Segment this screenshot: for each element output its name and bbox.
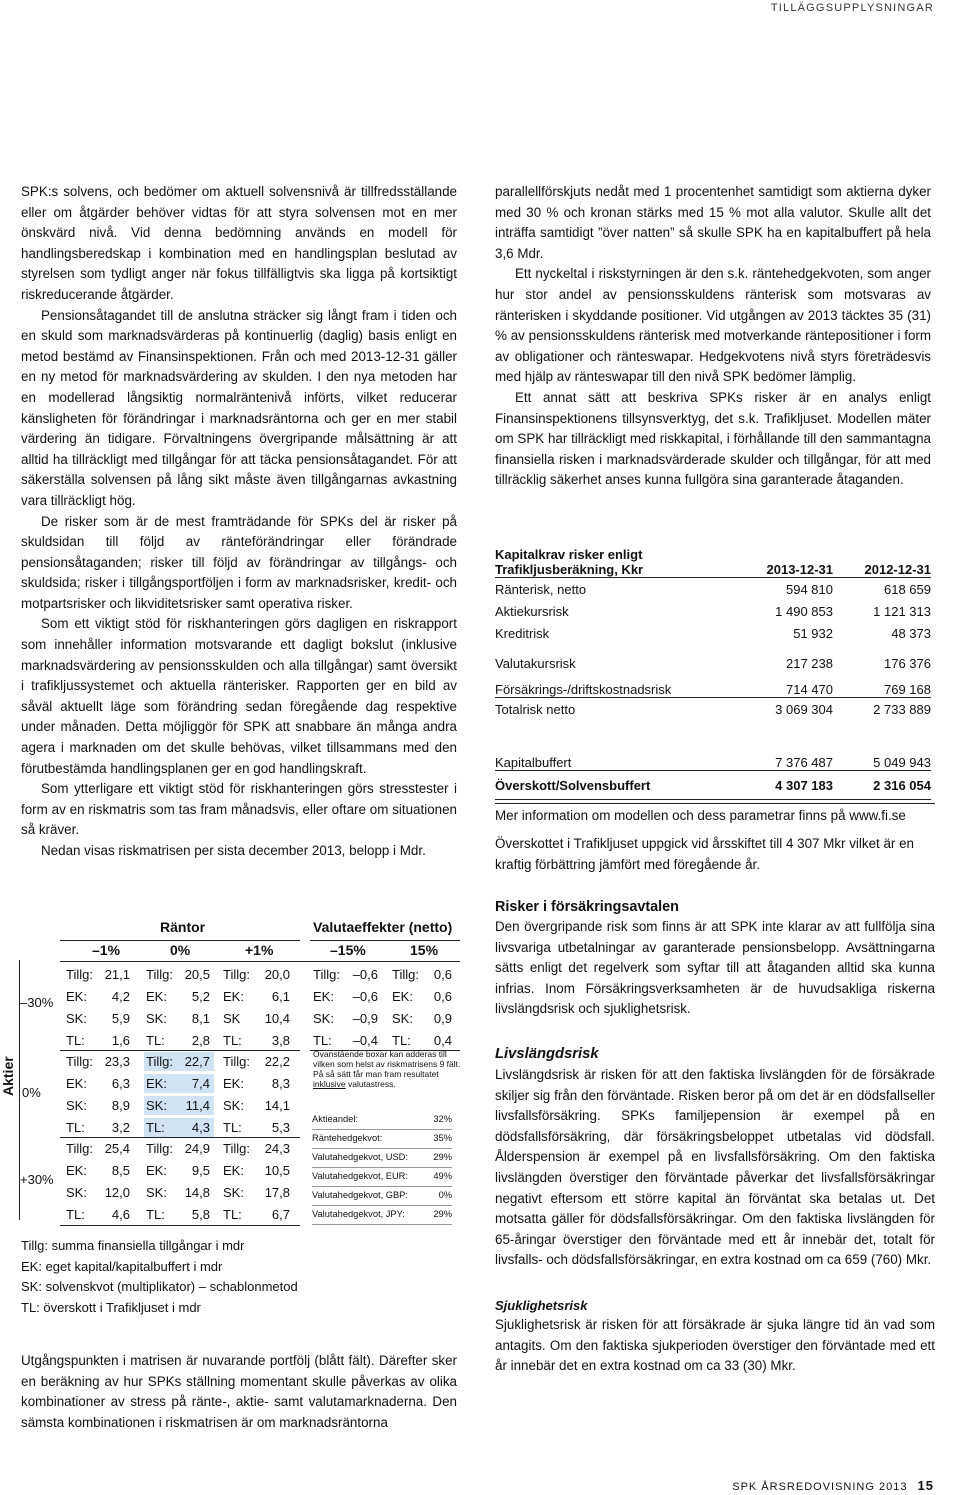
matrix-cell-value: 25,4 bbox=[104, 1141, 130, 1156]
matrix-cell-value: 8,9 bbox=[111, 1098, 130, 1113]
table-note: Överskottet i Trafikljuset uppgick vid årsskiftet till 4 307 Mkr vilket är en kraftig förbättring jämfört med föregående år. bbox=[495, 836, 914, 872]
matrix-cell-value: 11,4 bbox=[185, 1098, 210, 1113]
matrix-cell-value: 8,1 bbox=[191, 1011, 210, 1026]
fx-cell-value: –0,6 bbox=[352, 967, 378, 982]
fx-cell-value: 0,4 bbox=[433, 1033, 452, 1048]
ratio-value: 29% bbox=[433, 1152, 452, 1162]
table-title: Kapitalkrav risker enligt Trafikljusberäkning, Kkr bbox=[495, 541, 735, 578]
matrix-cell-label: TL: bbox=[146, 1120, 165, 1135]
paragraph: parallellförskjuts nedåt med 1 procentenhet samtidigt som aktierna dyker med 30 % och kronan stärks med 15 % mot alla valutor. Skulle allt det inträffa samtidigt ”över natten” så skulle SPK ha en kapitalbuffert på hela 3,6 Mdr. bbox=[495, 184, 931, 261]
longevity-section bbox=[495, 1046, 935, 1271]
matrix-cell-value: 10,4 bbox=[264, 1011, 290, 1026]
table-row: Aktiekursrisk 1 490 853 1 121 313 bbox=[495, 603, 931, 619]
fx-cell-label: SK: bbox=[313, 1011, 334, 1026]
ratio-value: 32% bbox=[433, 1114, 452, 1124]
table-note: Mer information om modellen och dess parametrar finns på www.fi.se bbox=[495, 803, 935, 827]
matrix-cell-label: EK: bbox=[146, 1163, 167, 1178]
matrix-cell-label: EK: bbox=[146, 989, 167, 1004]
matrix-cell-value: 24,3 bbox=[264, 1141, 290, 1156]
footer bbox=[732, 1478, 934, 1493]
row-label: –30% bbox=[20, 995, 54, 1010]
table-row: Totalrisk netto 3 069 304 2 733 889 bbox=[495, 701, 931, 717]
matrix-cell-label: EK: bbox=[223, 1076, 244, 1091]
fx-cell-label: TL: bbox=[313, 1033, 332, 1048]
subsection-heading: Sjuklighetsrisk bbox=[495, 1298, 588, 1313]
ratio-row bbox=[312, 1148, 452, 1168]
divider bbox=[60, 1050, 300, 1051]
box-note: Ovanstående boxar kan adderas till vilken som helst av riskmatrisens 9 fält. På så sätt får man fram resultatet inklusive valutastress. bbox=[313, 1049, 461, 1089]
section-header: TILLÄGGSUPPLYSNINGAR bbox=[770, 2, 934, 14]
row-label: 0% bbox=[22, 1085, 41, 1100]
insurance-section bbox=[495, 899, 935, 1020]
divider bbox=[60, 1225, 300, 1226]
matrix-cell-label: EK: bbox=[223, 1163, 244, 1178]
column-header-2013: 2013-12-31 bbox=[735, 541, 833, 578]
ratio-label: Valutahedgekvot, EUR: bbox=[312, 1171, 408, 1181]
matrix-cell-value: 3,2 bbox=[111, 1120, 130, 1135]
matrix-cell-value: 5,8 bbox=[191, 1207, 210, 1222]
matrix-cell-value: 20,0 bbox=[264, 967, 290, 982]
legend-item: TL: överskott i Trafikljuset i mdr bbox=[21, 1299, 201, 1315]
ratio-label: Aktieandel: bbox=[312, 1114, 358, 1124]
matrix-cell-value: 21,1 bbox=[104, 967, 130, 982]
table-row: Försäkrings-/driftskostnadsrisk 714 470 769 168 bbox=[495, 671, 931, 698]
matrix-cell-value: 5,3 bbox=[271, 1120, 290, 1135]
table-row-total: Överskott/Solvensbuffert 4 307 183 2 316 054 bbox=[495, 771, 931, 800]
paragraph: Ett annat sätt att beskriva SPKs risker är en analys enligt Finansinspektionens tillsynsverktyg, det s.k. Trafikljuset. Modellen mäter om SPK har tillräckligt med riskkapital, i förhållande till den sammantagna finansiella risken i marknadsvärderade skulder och tillgångar, för att med tillräcklig säkerhet anses kunna fullgöra sina garanterade åtaganden. bbox=[495, 389, 931, 488]
paragraph: Utgångspunkten i matrisen är nuvarande portfölj (blått fält). Därefter sker en beräkning av hur SPKs ställning momentant skulle påverkas av olika kombinationer av stress på ränte-, aktie- samt valutamarknaderna. Den sämsta kombinationen i riskmatrisen är om marknadsräntorna bbox=[21, 1353, 457, 1430]
matrix-cell-label: Tillg: bbox=[223, 1054, 250, 1069]
matrix-cell-label: Tillg: bbox=[66, 967, 93, 982]
ratio-row bbox=[312, 1129, 452, 1149]
matrix-cell-label: TL: bbox=[66, 1033, 85, 1048]
capital-requirement-table bbox=[495, 541, 931, 800]
paragraph: SPK:s solvens, och bedömer om aktuell solvensnivå är tillfredsställande eller om åtgärder behöver vidtas för att styra solvensen mot en mer önskvärd nivå. Vid denna bedömning används en modell för handlingsberedskap i kombination med en handlingsplan beslutad av styrelsen som tydligt anger när fokus tillfälligtvis ska ligga på kortsiktigt riskreducerande åtgärder. bbox=[21, 184, 457, 302]
ratio-label: Valutahedgekvot, JPY: bbox=[312, 1209, 405, 1219]
matrix-cell-label: SK: bbox=[223, 1185, 244, 1200]
axis-label-stocks: Aktier bbox=[0, 1056, 16, 1096]
matrix-cell-label: SK bbox=[223, 1011, 241, 1026]
matrix-cell-label: Tillg: bbox=[223, 967, 250, 982]
publication-title: SPK ÅRSREDOVISNING 2013 bbox=[732, 1481, 908, 1493]
matrix-cell-label: TL: bbox=[223, 1207, 242, 1222]
ratio-value: 0% bbox=[438, 1190, 452, 1200]
fx-header: Valutaeffekter (netto) bbox=[313, 919, 453, 935]
section-heading: Risker i försäkringsavtalen bbox=[495, 899, 679, 915]
matrix-cell-value: 8,5 bbox=[111, 1163, 130, 1178]
matrix-legend bbox=[21, 1236, 298, 1318]
right-column bbox=[495, 182, 931, 491]
matrix-cell-value: 14,1 bbox=[264, 1098, 290, 1113]
matrix-cell-label: EK: bbox=[146, 1076, 167, 1091]
rate-col-header: +1% bbox=[245, 942, 274, 958]
matrix-cell-value: 5,2 bbox=[191, 989, 210, 1004]
fx-cell-label: TL: bbox=[392, 1033, 411, 1048]
rate-col-header: 0% bbox=[170, 942, 191, 958]
paragraph: Livslängdsrisk är risken för att den faktiska livslängden för de försäkrade skiljer sig från den förväntade. Risken beror på om det är en dödsfallseller livsfallsförsäkring. SPKs familjepension är exempel på en dödsfallsförsäkring, där försäkringsbeloppet utbetalas vid dödsfall. Ålderspension är exempel på en livsfallsförsäkring. Om den faktiska livslängden överstiger den förväntade påverkar det livsfallsförsäkringar negativt eftersom ett större kapital än förväntat ska betalas ut. Det motsatta gäller för dödsfallsförsäkringar. Om den faktiska livslängden för 65-åringar överstiger den förväntade med ett år innebär det, totalt för livsfalls- och dödsfallsförsäkringar, en extra kostnad om ca 659 (760) Mkr. bbox=[495, 1067, 935, 1268]
rates-header: Räntor bbox=[160, 919, 206, 935]
matrix-cell-value: 17,8 bbox=[264, 1185, 290, 1200]
matrix-cell-value: 20,5 bbox=[184, 967, 210, 982]
table-header-row bbox=[495, 541, 931, 578]
matrix-cell-value: 6,7 bbox=[271, 1207, 290, 1222]
fx-col-header: 15% bbox=[410, 942, 439, 958]
row-label: +30% bbox=[20, 1172, 54, 1187]
legend-item: SK: solvenskvot (multiplikator) – schablonmetod bbox=[21, 1279, 298, 1295]
paragraph: Nedan visas riskmatrisen per sista december 2013, belopp i Mdr. bbox=[41, 843, 426, 858]
table-row: Ränterisk, netto 594 810 618 659 bbox=[495, 581, 931, 597]
legend-item: Tillg: summa finansiella tillgångar i mdr bbox=[21, 1238, 245, 1253]
matrix-cell-value: 14,8 bbox=[184, 1185, 210, 1200]
ratio-row bbox=[312, 1186, 452, 1206]
divider bbox=[60, 1137, 300, 1138]
matrix-cell-value: 8,3 bbox=[271, 1076, 290, 1091]
rate-col-header: –1% bbox=[92, 942, 121, 958]
matrix-cell-label: SK: bbox=[66, 1011, 87, 1026]
matrix-cell-label: TL: bbox=[223, 1033, 242, 1048]
page-number: 15 bbox=[917, 1478, 934, 1493]
ratio-value: 35% bbox=[433, 1133, 452, 1143]
fx-cell-label: SK: bbox=[392, 1011, 413, 1026]
subsection-heading: Livslängdsrisk bbox=[495, 1046, 599, 1062]
matrix-cell-value: 9,5 bbox=[191, 1163, 210, 1178]
paragraph: Sjuklighetsrisk är risken för att försäkrade är sjuka längre tid än vad som antagits. Om den faktiska sjukperioden överstiger den förväntade med ett år innebär det en extra kostnad om ca 33 (30) Mkr. bbox=[495, 1317, 935, 1374]
matrix-cell-value: 22,2 bbox=[264, 1054, 290, 1069]
matrix-cell-label: SK: bbox=[66, 1185, 87, 1200]
matrix-cell-label: Tillg: bbox=[66, 1141, 93, 1156]
ratio-label: Räntehedgekvot: bbox=[312, 1133, 383, 1143]
matrix-cell-value: 5,9 bbox=[111, 1011, 130, 1026]
legend-item: EK: eget kapital/kapitalbuffert i mdr bbox=[21, 1258, 223, 1274]
ratio-row bbox=[312, 1110, 452, 1130]
matrix-cell-label: SK: bbox=[66, 1098, 87, 1113]
matrix-cell-value: 4,3 bbox=[191, 1120, 210, 1135]
matrix-cell-label: Tillg: bbox=[223, 1141, 250, 1156]
table-row: Kreditrisk 51 932 48 373 bbox=[495, 625, 931, 641]
sickness-section bbox=[495, 1298, 935, 1377]
matrix-cell-value: 3,8 bbox=[271, 1033, 290, 1048]
matrix-cell-value: 4,6 bbox=[111, 1207, 130, 1222]
matrix-cell-label: TL: bbox=[223, 1120, 242, 1135]
matrix-cell-label: EK: bbox=[66, 1163, 87, 1178]
matrix-cell-value: 23,3 bbox=[104, 1054, 130, 1069]
column-header-2012: 2012-12-31 bbox=[833, 541, 931, 578]
matrix-cell-label: TL: bbox=[146, 1207, 165, 1222]
matrix-cell-value: 6,1 bbox=[271, 989, 290, 1004]
matrix-cell-label: Tillg: bbox=[146, 967, 173, 982]
fx-cell-value: 0,9 bbox=[433, 1011, 452, 1026]
ratio-row bbox=[312, 1205, 452, 1225]
matrix-cell-value: 7,4 bbox=[191, 1076, 210, 1091]
matrix-cell-value: 6,3 bbox=[111, 1076, 130, 1091]
ratio-value: 49% bbox=[433, 1171, 452, 1181]
matrix-cell-label: Tillg: bbox=[66, 1054, 93, 1069]
fx-cell-value: –0,6 bbox=[352, 989, 378, 1004]
matrix-cell-label: SK: bbox=[223, 1098, 244, 1113]
matrix-cell-label: TL: bbox=[66, 1207, 85, 1222]
matrix-cell-label: EK: bbox=[223, 989, 244, 1004]
left-column bbox=[21, 182, 457, 862]
paragraph: Den övergripande risk som finns är att SPK inte klarar av att fullfölja sina livsvariga utbetalningar av garanterade pensionsbelopp. Avsättningarna sätts enligt det regelverk som syftar till att åtaganden alltid ska kunna infrias. Inom Försäkringsverksamheten är de huvudsakliga riskerna livslängdsrisk och sjuklighetsrisk. bbox=[495, 919, 935, 1017]
matrix-cell-label: TL: bbox=[66, 1120, 85, 1135]
divider bbox=[310, 940, 460, 941]
fx-cell-label: EK: bbox=[392, 989, 413, 1004]
matrix-cell-value: 24,9 bbox=[184, 1141, 210, 1156]
matrix-cell-value: 4,2 bbox=[111, 989, 130, 1004]
matrix-cell-value: 10,5 bbox=[264, 1163, 290, 1178]
matrix-cell-label: SK: bbox=[146, 1098, 167, 1113]
fx-cell-value: 0,6 bbox=[433, 967, 452, 982]
paragraph: Pensionsåtagandet till de anslutna sträcker sig långt fram i tiden och en skuld som marknadsvärderas på kontinuerlig (daglig) basis enligt en metod bestämd av Finansinspektionen. Från och med 2013-12-31 gäller en ny metod för marknadsvärdering av skulden. I den nya metoden har en modellerad långsiktig normalräntenivå införts, vilket reducerar känsligheten för förändringar i marknadsräntorna och ger en mer stabil värdering än tidigare. Förvaltningens övergripande målsättning är att alltid ha tillräckligt med tillgångar för att täcka pensionsåtagandet. För att säkerställa solvensen på lång sikt måste även tillgångarnas avkastning vara tillräckligt hög. bbox=[21, 307, 457, 508]
ratio-label: Valutahedgekvot, GBP: bbox=[312, 1190, 408, 1200]
matrix-cell-value: 2,8 bbox=[191, 1033, 210, 1048]
matrix-cell-label: EK: bbox=[66, 989, 87, 1004]
paragraph: De risker som är de mest framträdande för SPKs del är risker på skuldsidan till följd av ränteförändringar eller förändrade pensionsåtaganden; risker till följd av förändringar av tillgångs- och skuldsida; risker i tillgångsportföljen i form av marknadsrisker, kredit- och motpartsrisker och likviditetsrisker samt operativa risker. bbox=[21, 513, 457, 611]
ratio-label: Valutahedgekvot, USD: bbox=[312, 1152, 408, 1162]
fx-cell-label: EK: bbox=[313, 989, 334, 1004]
fx-cell-label: Tillg: bbox=[392, 967, 419, 982]
fx-cell-label: Tillg: bbox=[313, 967, 340, 982]
paragraph: Ett nyckeltal i riskstyrningen är den s.k. räntehedgekvoten, som anger hur stor andel av pensionsskuldens ränterisk som motsvaras av ränterisken i skyddande positioner. Vid utgången av 2013 täcktes 35 (31) % av pensionsskuldens ränterisk med motverkande räntepositioner i form av obligationer och ränteswapar. Hedgekvotens nivå styrs företrädesvis med hjälp av ränteswapar till den nivå SPK bedömer lämplig. bbox=[495, 266, 931, 385]
paragraph: Som ett viktigt stöd för riskhanteringen görs dagligen en riskrapport som innehåller information motsvarande ett dagligt bokslut (inklusive marknadsvärdering av pensionsskulden och alla tillgångar) samt översikt i trafikljussystemet och aktuella ränterisker. Rapporten ger en bild av såväl aktuellt läge som förändring sedan föregående dag respektive under månaden. Detta möjliggör för SPK att snabbare än många andra agera i marknaden om det skulle behövas, vilket tillsammans med den förutbestämda handlingsplanen ger en god handlingskraft. bbox=[21, 616, 457, 776]
fx-col-header: –15% bbox=[330, 942, 366, 958]
divider bbox=[60, 940, 300, 941]
fx-cell-value: –0,4 bbox=[352, 1033, 378, 1048]
table-row: Valutakursrisk 217 238 176 376 bbox=[495, 656, 931, 671]
divider bbox=[60, 961, 460, 962]
fx-cell-value: –0,9 bbox=[352, 1011, 378, 1026]
ratio-row bbox=[312, 1167, 452, 1187]
matrix-cell-label: SK: bbox=[146, 1011, 167, 1026]
matrix-cell-label: Tillg: bbox=[146, 1141, 173, 1156]
ratio-value: 29% bbox=[433, 1209, 452, 1219]
matrix-cell-value: 1,6 bbox=[111, 1033, 130, 1048]
matrix-cell-label: Tillg: bbox=[146, 1054, 173, 1069]
table-row: Kapitalbuffert 7 376 487 5 049 943 bbox=[495, 736, 931, 771]
matrix-cell-label: EK: bbox=[66, 1076, 87, 1091]
matrix-cell-label: TL: bbox=[146, 1033, 165, 1048]
risk-matrix bbox=[0, 910, 470, 1230]
matrix-cell-value: 22,7 bbox=[184, 1054, 210, 1069]
matrix-cell-label: SK: bbox=[146, 1185, 167, 1200]
fx-cell-value: 0,6 bbox=[433, 989, 452, 1004]
paragraph: Som ytterligare ett viktigt stöd för riskhanteringen görs stresstester i form av en riskmatris som tas fram månadsvis, eller oftare om situationen så kräver. bbox=[21, 781, 457, 838]
matrix-cell-value: 12,0 bbox=[104, 1185, 130, 1200]
